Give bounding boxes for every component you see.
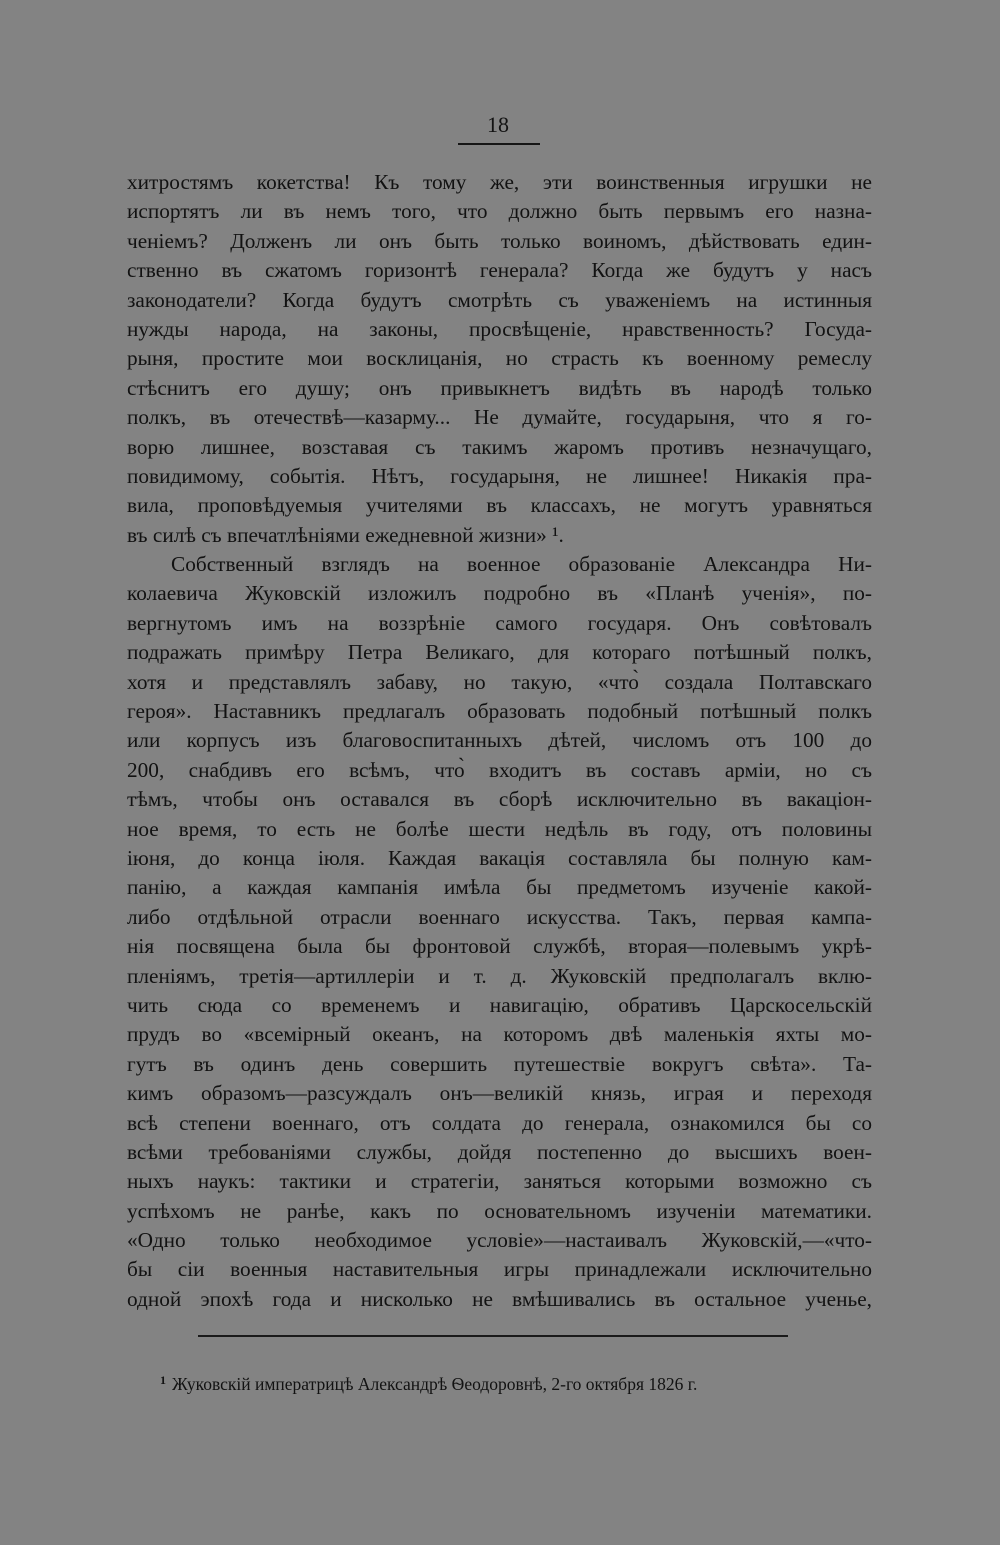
text-line: рыня, простите мои восклицанія, но страсть къ военному ремеслу xyxy=(127,346,872,371)
footnote-separator xyxy=(198,1335,788,1337)
body-text xyxy=(127,168,872,1314)
text-line: «Одно только необходимое условіе»—настаивалъ Жуковскій,—«что- xyxy=(127,1228,872,1253)
text-line: одной эпохѣ года и нисколько не вмѣшивались въ остальное ученье, xyxy=(127,1286,872,1311)
text-line: чить сюда со временемъ и навигацію, обративъ Царскосельскій xyxy=(127,992,872,1017)
text-line: вергнутомъ имъ на воззрѣніе самого государя. Онъ совѣтовалъ xyxy=(127,610,872,635)
text-line: нія посвящена была бы фронтовой службѣ, вторая—полевымъ укрѣ- xyxy=(127,934,872,959)
text-line: хотя и представлялъ забаву, но такую, «что̀ создала Полтавскаго xyxy=(127,669,872,694)
text-line: либо отдѣльной отрасли военнаго искусства. Такъ, первая кампа- xyxy=(127,904,872,929)
text-line: пленіямъ, третія—артиллеріи и т. д. Жуковскій предполагалъ вклю- xyxy=(127,963,872,988)
text-line: хитростямъ кокетства! Къ тому же, эти воинственныя игрушки не xyxy=(127,170,872,194)
text-line: вила, проповѣдуемыя учителями въ классахъ, не могутъ уравняться xyxy=(127,493,872,518)
text-line: всѣми требованіями службы, дойдя постепенно до высшихъ воен- xyxy=(127,1139,872,1164)
paragraph-end-line: въ силѣ съ впечатлѣніями ежедневной жизни» ¹. xyxy=(127,522,564,547)
text-line: 200, снабдивъ его всѣмъ, что̀ входитъ въ составъ арміи, но съ xyxy=(127,757,872,782)
text-line: ное время, то есть не болѣе шести недѣль въ году, отъ половины xyxy=(127,816,872,841)
footnote xyxy=(160,1368,860,1396)
text-line: испортятъ ли въ немъ того, что должно быть первымъ его назна- xyxy=(127,199,872,224)
footnote-text: Жуковскій императрицѣ Александрѣ Ѳеодоровнѣ, 2-го октября 1826 г. xyxy=(172,1374,698,1394)
text-line: бы сіи военныя наставительныя игры принадлежали исключительно xyxy=(127,1257,872,1282)
text-line: успѣхомъ не ранѣе, какъ по основательномъ изученіи математики. xyxy=(127,1198,872,1223)
footnote-mark: 1 xyxy=(160,1373,166,1387)
text-line: ныхъ наукъ: тактики и стратегіи, заняться которыми возможно съ xyxy=(127,1169,872,1194)
text-line: повидимому, событія. Нѣтъ, государыня, не лишнее! Никакія пра- xyxy=(127,463,872,488)
text-line: полкъ, въ отечествѣ—казарму... Не думайте, государыня, что я го- xyxy=(127,405,872,430)
text-line: или корпусъ изъ благовоспитанныхъ дѣтей, числомъ отъ 100 до xyxy=(127,728,872,753)
text-line: ворю лишнее, возставая съ такимъ жаромъ противъ незначущаго, xyxy=(127,434,872,459)
text-line: колаевича Жуковскій изложилъ подробно въ «Планѣ ученія», по- xyxy=(127,581,872,606)
text-line: тѣмъ, чтобы онъ оставался въ сборѣ исключительно въ вакаціон- xyxy=(127,787,872,812)
paragraph-start-line: Собственный взглядъ на военное образованіе Александра Ни- xyxy=(171,552,872,577)
text-line: панію, а каждая кампанія имѣла бы предметомъ изученіе какой- xyxy=(127,875,872,900)
page-number: 18 xyxy=(487,112,509,137)
page-number-underline xyxy=(458,143,540,145)
text-line: подражать примѣру Петра Великаго, для котораго потѣшный полкъ, xyxy=(127,640,872,665)
text-line: іюня, до конца іюля. Каждая вакація составляла бы полную кам- xyxy=(127,845,872,870)
text-line: ственно въ сжатомъ горизонтѣ генерала? Когда же будутъ у насъ xyxy=(127,258,872,283)
text-line: всѣ степени военнаго, отъ солдата до генерала, ознакомился бы со xyxy=(127,1110,872,1135)
text-line: героя». Наставникъ предлагалъ образовать подобный потѣшный полкъ xyxy=(127,699,872,724)
text-line: ченіемъ? Долженъ ли онъ быть только воиномъ, дѣйствовать един- xyxy=(127,228,872,253)
text-line: нужды народа, на законы, просвѣщеніе, нравственность? Госуда- xyxy=(127,316,872,341)
text-line: кимъ образомъ—разсуждалъ онъ—великій князь, играя и переходя xyxy=(127,1081,872,1106)
text-line: гутъ въ одинъ день совершить путешествіе вокругъ свѣта». Та- xyxy=(127,1051,872,1076)
text-line: законодатели? Когда будутъ смотрѣть съ уваженіемъ на истинныя xyxy=(127,287,872,312)
text-line: прудъ во «всемірный океанъ, на которомъ двѣ маленькія яхты мо- xyxy=(127,1022,872,1047)
text-line: стѣснитъ его душу; онъ привыкнетъ видѣть въ народѣ только xyxy=(127,375,872,400)
